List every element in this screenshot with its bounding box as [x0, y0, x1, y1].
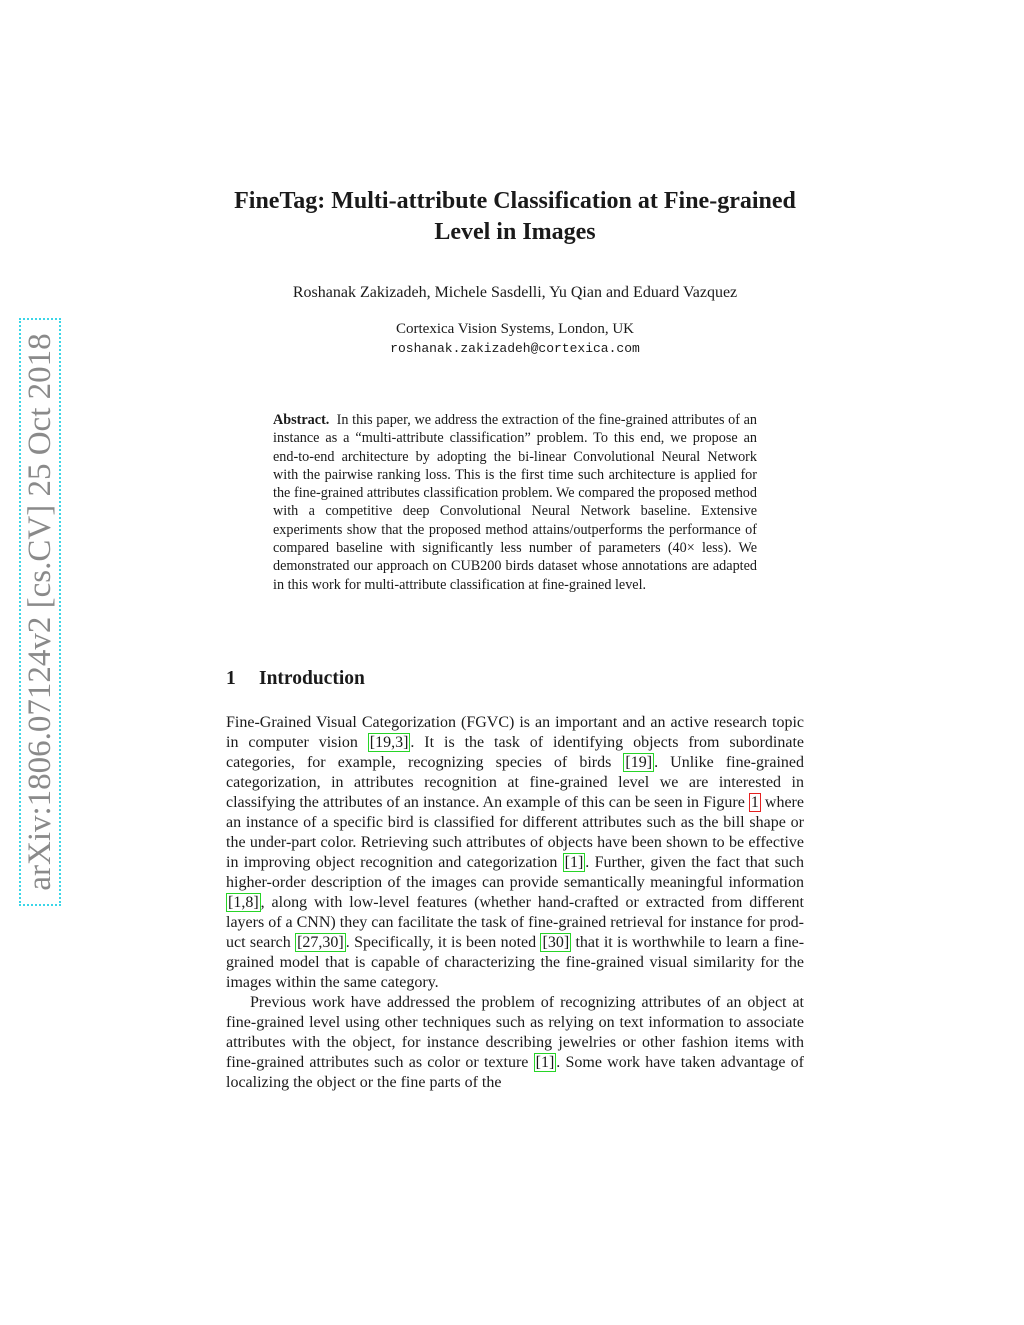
citation-link[interactable]: [30] [542, 934, 570, 951]
figure-reference-link[interactable]: 1 [750, 794, 759, 811]
citation-link[interactable]: [1,8] [228, 894, 259, 911]
section-number: 1 [226, 668, 236, 689]
author-list: Roshanak Zakizadeh, Michele Sasdelli, Yu Qian and Eduard Vazquez [292, 284, 738, 301]
paragraph-1 [226, 713, 804, 993]
abstract-label: Abstract. [273, 412, 330, 428]
text-run: that it is worthwhile to learn a fine-grained model that is capable of characterizing the fine-grained visual similarity for the images within the same category. [226, 934, 805, 991]
affiliation: Cortexica Vision Systems, London, UK [396, 321, 634, 337]
citation-link[interactable]: [19,3] [369, 734, 409, 751]
section-title: Introduction [259, 668, 365, 689]
text-run: . Further, given the fact that such higher-order description of the images can provide semantically meaningful information [226, 854, 804, 891]
text-run: Fine-Grained Visual Categorization (FGVC) is an important and an active research topic in computer vision [226, 714, 804, 751]
text-run: Previous work have addressed the problem of recognizing attributes of an object at fine-grained level using other techniques such as relying on text information to associate attributes with the object, for instance describing jewelries or other fashion items with fine-grained attributes such as color or texture [226, 994, 804, 1071]
text-run: . Specifically, it is been noted [345, 934, 541, 951]
arxiv-identifier[interactable]: arXiv:1806.07124v2 [cs.CV] 25 Oct 2018 [22, 333, 58, 891]
text-run: . It is the task of identifying objects from subordinate categories, for example, recognizing species of birds [226, 734, 805, 771]
citation-link[interactable]: [27,30] [297, 934, 344, 951]
abstract-text: In this paper, we address the extraction of the fine-grained attributes of an instance as a “multi-attribute classification” problem. To this end, we propose an end-to-end architecture by adopting the bi-linear Convolutional Neural Network with the pairwise ranking loss. This is the first time such architecture is applied for the fine-grained attributes classification problem. We compared the proposed method with a competitive deep Convolutional Neural Network baseline. Extensive experiments show that the proposed method attains/outperforms the performance of compared baseline with significantly less number of parameters (40× less). We demonstrated our approach on CUB200 birds dataset whose annotations are adapted in this work for multi-attribute classification at fine-grained level. [273, 412, 757, 593]
abstract [273, 411, 757, 594]
text-run: . Some work have taken advantage of localizing the object or the fine parts of the [226, 1054, 805, 1091]
affiliation-block [226, 320, 804, 358]
text-run: where an instance of a specific bird is classified for different attributes such as the bill shape or the under-part color. Retrieving such attributes of objects have been shown to be effective in improving object recognition and categorization [226, 794, 804, 871]
citation-link[interactable]: [1] [564, 854, 584, 871]
citation-link[interactable]: [1] [535, 1054, 555, 1071]
text-run: , along with low-level features (whether hand-crafted or extracted from different layers of a CNN) they can facilitate the task of fine-grained retrieval for instance for product search [226, 894, 804, 951]
section-heading [226, 667, 804, 691]
paper-title: FineTag: Multi-attribute Classification at Fine-grained Level in Images [234, 188, 796, 245]
citation-link[interactable]: [19] [625, 754, 653, 771]
paragraph-2 [226, 993, 804, 1093]
text-run: . Unlike fine-grained categorization, in attributes recognition at fine-grained level we are interested in classifying the attributes of an instance. An example of this can be seen in Figure [226, 754, 804, 811]
body-text [226, 713, 804, 1093]
author-email[interactable]: roshanak.zakizadeh@cortexica.com [390, 341, 640, 356]
